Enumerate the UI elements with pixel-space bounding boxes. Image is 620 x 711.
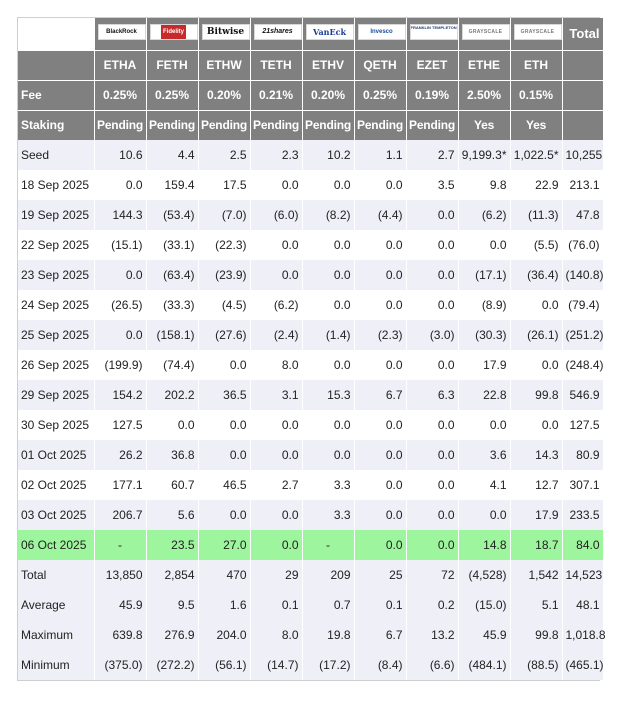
- flow-cell: (33.3): [146, 290, 198, 320]
- flow-cell: 14.3: [510, 440, 562, 470]
- summary-cell: (272.2): [146, 650, 198, 680]
- logo-cell-ethe: [458, 18, 510, 50]
- summary-cell: 8.0: [250, 620, 302, 650]
- flow-cell: 0.0: [250, 410, 302, 440]
- flow-cell: 84.0: [562, 530, 603, 560]
- etf-flow-table-container: [17, 17, 606, 681]
- ticker-header-blank: [18, 50, 94, 80]
- corner-blank: [18, 18, 94, 50]
- flow-cell: 17.9: [458, 350, 510, 380]
- table-row: [18, 170, 603, 200]
- table-row: [18, 440, 603, 470]
- summary-cell: (375.0): [94, 650, 146, 680]
- flow-cell: 1.1: [354, 140, 406, 170]
- flow-cell: (6.0): [250, 200, 302, 230]
- staking-value: Pending: [406, 110, 458, 140]
- row-date-label: 01 Oct 2025: [18, 440, 94, 470]
- flow-cell: 4.1: [458, 470, 510, 500]
- flow-cell: (63.4): [146, 260, 198, 290]
- table-row: [18, 380, 603, 410]
- table-row: [18, 290, 603, 320]
- table-row: [18, 350, 603, 380]
- flow-cell: 5.6: [146, 500, 198, 530]
- flow-cell: 3.3: [302, 470, 354, 500]
- staking-value: Pending: [354, 110, 406, 140]
- flow-cell: 0.0: [406, 260, 458, 290]
- summary-cell: 5.1: [510, 590, 562, 620]
- summary-label: Average: [18, 590, 94, 620]
- flow-cell: 546.9: [562, 380, 603, 410]
- flow-cell: 9.8: [458, 170, 510, 200]
- flow-cell: (74.4): [146, 350, 198, 380]
- flow-cell: 159.4: [146, 170, 198, 200]
- row-date-label: 29 Sep 2025: [18, 380, 94, 410]
- logo-cell-feth: [146, 18, 198, 50]
- row-date-label: 25 Sep 2025: [18, 320, 94, 350]
- staking-value: Pending: [250, 110, 302, 140]
- flow-cell: (199.9): [94, 350, 146, 380]
- flow-cell: 0.0: [406, 200, 458, 230]
- flow-cell: 307.1: [562, 470, 603, 500]
- logo-cell-ethv: [302, 18, 354, 50]
- flow-cell: 8.0: [250, 350, 302, 380]
- flow-cell: 0.0: [146, 410, 198, 440]
- flow-cell: (158.1): [146, 320, 198, 350]
- summary-cell: (8.4): [354, 650, 406, 680]
- staking-value: Pending: [94, 110, 146, 140]
- row-date-label: 18 Sep 2025: [18, 170, 94, 200]
- flow-cell: 0.0: [94, 170, 146, 200]
- summary-cell: 99.8: [510, 620, 562, 650]
- summary-cell: (4,528): [458, 560, 510, 590]
- flow-cell: 233.5: [562, 500, 603, 530]
- ticker-header-feth: FETH: [146, 50, 198, 80]
- fee-value: 0.20%: [302, 80, 354, 110]
- row-date-label: 24 Sep 2025: [18, 290, 94, 320]
- summary-cell: 0.1: [250, 590, 302, 620]
- flow-cell: 22.8: [458, 380, 510, 410]
- flow-cell: 0.0: [354, 530, 406, 560]
- flow-cell: 6.7: [354, 380, 406, 410]
- flow-cell: (27.6): [198, 320, 250, 350]
- logo-cell-qeth: [354, 18, 406, 50]
- ticker-header-ethw: ETHW: [198, 50, 250, 80]
- flow-cell: (5.5): [510, 230, 562, 260]
- ticker-header-total-blank: [562, 50, 603, 80]
- flow-cell: 0.0: [94, 320, 146, 350]
- flow-cell: 0.0: [354, 290, 406, 320]
- flow-cell: 80.9: [562, 440, 603, 470]
- fee-row: [18, 80, 603, 110]
- flow-cell: 0.0: [354, 470, 406, 500]
- flow-cell: 6.3: [406, 380, 458, 410]
- fee-label: Fee: [18, 80, 94, 110]
- flow-cell: 2.3: [250, 140, 302, 170]
- summary-cell: 72: [406, 560, 458, 590]
- flow-cell: (8.2): [302, 200, 354, 230]
- table-row: [18, 140, 603, 170]
- ticker-header-qeth: QETH: [354, 50, 406, 80]
- flow-cell: 15.3: [302, 380, 354, 410]
- grayscale-logo: GRAYSCALE: [462, 24, 510, 40]
- summary-cell: 204.0: [198, 620, 250, 650]
- flow-cell: 0.0: [406, 290, 458, 320]
- flow-cell: 10,255: [562, 140, 603, 170]
- fee-value: 0.15%: [510, 80, 562, 110]
- summary-label: Total: [18, 560, 94, 590]
- flow-cell: (33.1): [146, 230, 198, 260]
- summary-cell: 48.1: [562, 590, 603, 620]
- summary-cell: (465.1): [562, 650, 603, 680]
- flow-cell: 36.8: [146, 440, 198, 470]
- ticker-header-ethe: ETHE: [458, 50, 510, 80]
- flow-cell: 0.0: [302, 260, 354, 290]
- row-date-label: 03 Oct 2025: [18, 500, 94, 530]
- flow-cell: 17.9: [510, 500, 562, 530]
- flow-cell: 0.0: [250, 500, 302, 530]
- flow-cell: 154.2: [94, 380, 146, 410]
- flow-cell: 0.0: [354, 230, 406, 260]
- ticker-header-ethv: ETHV: [302, 50, 354, 80]
- summary-row-minimum: [18, 650, 603, 680]
- flow-cell: 0.0: [406, 410, 458, 440]
- etf-flow-table: [18, 18, 604, 680]
- vaneck-logo: VanEck: [306, 24, 354, 40]
- flow-cell: (251.2): [562, 320, 603, 350]
- flow-cell: (17.1): [458, 260, 510, 290]
- table-row: [18, 410, 603, 440]
- ticker-header-row: [18, 50, 603, 80]
- summary-cell: 13,850: [94, 560, 146, 590]
- flow-cell: 0.0: [198, 350, 250, 380]
- table-row-latest: [18, 530, 603, 560]
- summary-cell: 470: [198, 560, 250, 590]
- summary-cell: 209: [302, 560, 354, 590]
- fee-value: 0.20%: [198, 80, 250, 110]
- flow-cell: 60.7: [146, 470, 198, 500]
- row-date-label: Seed: [18, 140, 94, 170]
- flow-cell: 0.0: [354, 260, 406, 290]
- flow-cell: 3.5: [406, 170, 458, 200]
- row-date-label: 02 Oct 2025: [18, 470, 94, 500]
- flow-cell: 0.0: [198, 440, 250, 470]
- flow-cell: 47.8: [562, 200, 603, 230]
- flow-cell: 4.4: [146, 140, 198, 170]
- fee-value: 0.25%: [146, 80, 198, 110]
- flow-cell: (4.4): [354, 200, 406, 230]
- flow-cell: 3.6: [458, 440, 510, 470]
- staking-value: Yes: [510, 110, 562, 140]
- ticker-header-etha: ETHA: [94, 50, 146, 80]
- grayscale-logo: GRAYSCALE: [514, 24, 562, 40]
- flow-cell: 2.7: [406, 140, 458, 170]
- logo-cell-teth: [250, 18, 302, 50]
- flow-cell: 10.2: [302, 140, 354, 170]
- row-date-label: 22 Sep 2025: [18, 230, 94, 260]
- flow-cell: (26.5): [94, 290, 146, 320]
- flow-cell: 0.0: [458, 410, 510, 440]
- staking-row: [18, 110, 603, 140]
- flow-cell: 127.5: [562, 410, 603, 440]
- flow-cell: 0.0: [354, 410, 406, 440]
- bitwise-logo: Bitwise: [202, 24, 250, 40]
- summary-cell: 25: [354, 560, 406, 590]
- flow-cell: (7.0): [198, 200, 250, 230]
- flow-cell: (11.3): [510, 200, 562, 230]
- summary-cell: 276.9: [146, 620, 198, 650]
- summary-row-average: [18, 590, 603, 620]
- invesco-logo: Invesco: [358, 24, 406, 40]
- summary-cell: (484.1): [458, 650, 510, 680]
- logo-cell-ethw: [198, 18, 250, 50]
- flow-cell: 22.9: [510, 170, 562, 200]
- summary-cell: 13.2: [406, 620, 458, 650]
- flow-cell: 14.8: [458, 530, 510, 560]
- staking-value: Pending: [302, 110, 354, 140]
- flow-cell: (2.4): [250, 320, 302, 350]
- flow-cell: 177.1: [94, 470, 146, 500]
- flow-cell: 144.3: [94, 200, 146, 230]
- row-date-label: 30 Sep 2025: [18, 410, 94, 440]
- fee-value: 2.50%: [458, 80, 510, 110]
- flow-cell: 0.0: [458, 230, 510, 260]
- flow-cell: 0.0: [302, 440, 354, 470]
- summary-cell: 9.5: [146, 590, 198, 620]
- flow-cell: (36.4): [510, 260, 562, 290]
- staking-value: Pending: [198, 110, 250, 140]
- flow-cell: (2.3): [354, 320, 406, 350]
- flow-cell: 3.1: [250, 380, 302, 410]
- summary-row-total: [18, 560, 603, 590]
- fee-value: 0.25%: [94, 80, 146, 110]
- flow-cell: 23.5: [146, 530, 198, 560]
- flow-cell: 0.0: [250, 530, 302, 560]
- flow-cell: 2.7: [250, 470, 302, 500]
- summary-cell: 45.9: [458, 620, 510, 650]
- fee-value: 0.21%: [250, 80, 302, 110]
- summary-label: Minimum: [18, 650, 94, 680]
- ticker-header-teth: TETH: [250, 50, 302, 80]
- staking-total-blank: [562, 110, 603, 140]
- flow-cell: 0.0: [510, 410, 562, 440]
- flow-cell: 0.0: [406, 530, 458, 560]
- issuer-logo-row: [18, 18, 603, 50]
- flow-cell: -: [94, 530, 146, 560]
- flow-cell: 0.0: [250, 230, 302, 260]
- flow-cell: (1.4): [302, 320, 354, 350]
- flow-cell: 0.0: [94, 260, 146, 290]
- summary-cell: 6.7: [354, 620, 406, 650]
- summary-cell: (6.6): [406, 650, 458, 680]
- flow-cell: (6.2): [250, 290, 302, 320]
- flow-cell: 0.0: [250, 440, 302, 470]
- summary-cell: (14.7): [250, 650, 302, 680]
- flow-cell: 0.0: [198, 410, 250, 440]
- table-row: [18, 320, 603, 350]
- staking-value: Pending: [146, 110, 198, 140]
- flow-cell: (76.0): [562, 230, 603, 260]
- fee-value: 0.25%: [354, 80, 406, 110]
- logo-cell-etha: [94, 18, 146, 50]
- summary-cell: 0.7: [302, 590, 354, 620]
- staking-label: Staking: [18, 110, 94, 140]
- flow-cell: 0.0: [406, 440, 458, 470]
- flow-cell: 0.0: [406, 470, 458, 500]
- summary-cell: 0.2: [406, 590, 458, 620]
- fee-total-blank: [562, 80, 603, 110]
- flow-cell: 0.0: [458, 500, 510, 530]
- flow-cell: 0.0: [354, 500, 406, 530]
- flow-cell: 213.1: [562, 170, 603, 200]
- flow-cell: 36.5: [198, 380, 250, 410]
- flow-cell: 17.5: [198, 170, 250, 200]
- flow-cell: 0.0: [510, 290, 562, 320]
- summary-cell: (15.0): [458, 590, 510, 620]
- flow-cell: (22.3): [198, 230, 250, 260]
- flow-cell: 27.0: [198, 530, 250, 560]
- flow-cell: (23.9): [198, 260, 250, 290]
- fidelity-logo: Fidelity: [150, 24, 198, 40]
- flow-cell: (26.1): [510, 320, 562, 350]
- flow-cell: 0.0: [250, 170, 302, 200]
- row-date-label: 06 Oct 2025: [18, 530, 94, 560]
- flow-cell: 0.0: [510, 350, 562, 380]
- flow-cell: 0.0: [302, 410, 354, 440]
- flow-cell: 0.0: [302, 230, 354, 260]
- flow-cell: 3.3: [302, 500, 354, 530]
- table-row: [18, 260, 603, 290]
- table-row: [18, 200, 603, 230]
- ticker-header-ezet: EZET: [406, 50, 458, 80]
- flow-cell: (3.0): [406, 320, 458, 350]
- summary-cell: 1.6: [198, 590, 250, 620]
- summary-cell: 14,523: [562, 560, 603, 590]
- flow-cell: (4.5): [198, 290, 250, 320]
- table-row: [18, 470, 603, 500]
- flow-cell: 99.8: [510, 380, 562, 410]
- flow-cell: 127.5: [94, 410, 146, 440]
- summary-cell: 0.1: [354, 590, 406, 620]
- flow-cell: 0.0: [302, 350, 354, 380]
- flow-cell: 202.2: [146, 380, 198, 410]
- logo-cell-ezet: [406, 18, 458, 50]
- flow-cell: 0.0: [302, 290, 354, 320]
- flow-cell: (140.8): [562, 260, 603, 290]
- table-row: [18, 500, 603, 530]
- flow-cell: (6.2): [458, 200, 510, 230]
- flow-cell: 0.0: [354, 170, 406, 200]
- flow-cell: 2.5: [198, 140, 250, 170]
- flow-cell: -: [302, 530, 354, 560]
- flow-cell: 0.0: [302, 170, 354, 200]
- flow-cell: 0.0: [354, 440, 406, 470]
- row-date-label: 19 Sep 2025: [18, 200, 94, 230]
- summary-cell: (17.2): [302, 650, 354, 680]
- row-date-label: 23 Sep 2025: [18, 260, 94, 290]
- flow-cell: 10.6: [94, 140, 146, 170]
- summary-cell: 29: [250, 560, 302, 590]
- flow-cell: 26.2: [94, 440, 146, 470]
- row-date-label: 26 Sep 2025: [18, 350, 94, 380]
- summary-cell: 2,854: [146, 560, 198, 590]
- flow-cell: 12.7: [510, 470, 562, 500]
- logo-cell-eth: [510, 18, 562, 50]
- summary-cell: 45.9: [94, 590, 146, 620]
- flow-cell: (8.9): [458, 290, 510, 320]
- flow-cell: (30.3): [458, 320, 510, 350]
- table-row: [18, 230, 603, 260]
- flow-cell: 1,022.5*: [510, 140, 562, 170]
- ticker-header-eth: ETH: [510, 50, 562, 80]
- 21shares-logo: 21shares: [254, 24, 302, 40]
- summary-cell: 639.8: [94, 620, 146, 650]
- flow-cell: (15.1): [94, 230, 146, 260]
- flow-cell: 0.0: [354, 350, 406, 380]
- flow-cell: (79.4): [562, 290, 603, 320]
- staking-value: Yes: [458, 110, 510, 140]
- summary-cell: (56.1): [198, 650, 250, 680]
- summary-cell: 19.8: [302, 620, 354, 650]
- flow-cell: 0.0: [198, 500, 250, 530]
- summary-cell: (88.5): [510, 650, 562, 680]
- summary-cell: 1,542: [510, 560, 562, 590]
- fee-value: 0.19%: [406, 80, 458, 110]
- summary-row-maximum: [18, 620, 603, 650]
- flow-cell: 0.0: [406, 230, 458, 260]
- summary-label: Maximum: [18, 620, 94, 650]
- flow-cell: 46.5: [198, 470, 250, 500]
- franklin-templeton-logo: FRANKLIN TEMPLETON: [410, 24, 458, 40]
- flow-cell: 9,199.3*: [458, 140, 510, 170]
- flow-cell: (248.4): [562, 350, 603, 380]
- flow-cell: 0.0: [250, 260, 302, 290]
- flow-cell: 18.7: [510, 530, 562, 560]
- total-column-header: Total: [562, 18, 603, 50]
- flow-cell: 0.0: [406, 350, 458, 380]
- blackrock-logo: BlackRock: [98, 24, 146, 40]
- flow-cell: 206.7: [94, 500, 146, 530]
- flow-cell: (53.4): [146, 200, 198, 230]
- flow-cell: 0.0: [406, 500, 458, 530]
- summary-cell: 1,018.8: [562, 620, 603, 650]
